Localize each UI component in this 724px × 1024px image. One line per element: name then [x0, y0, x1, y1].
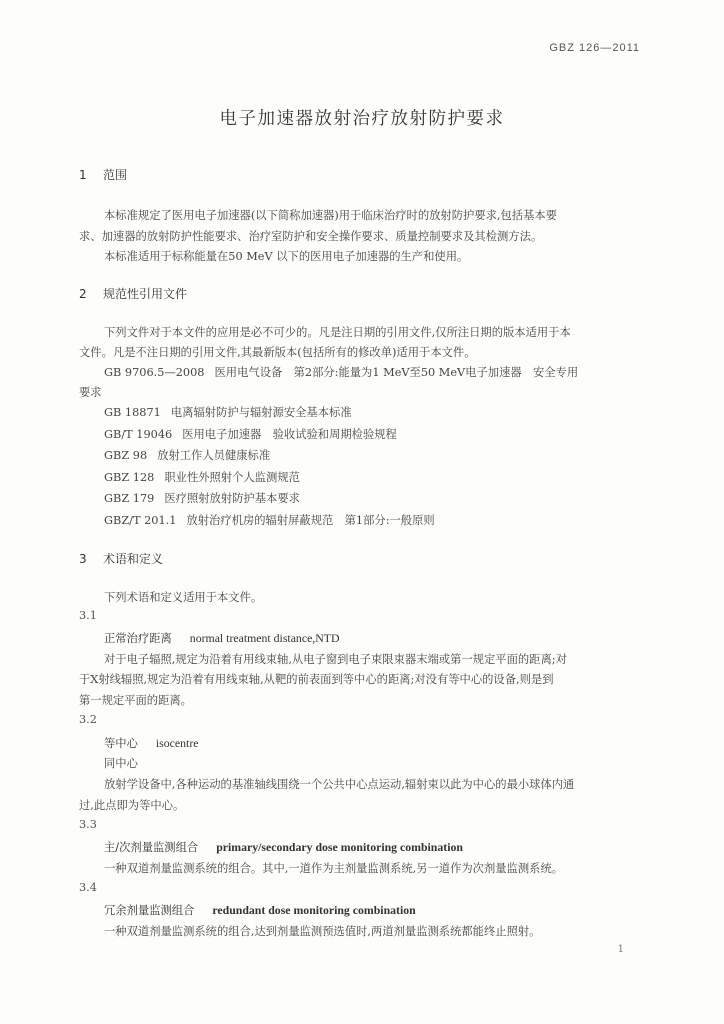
section-number: 3 [79, 552, 87, 566]
section-3-heading [79, 550, 163, 567]
reference-name: 医疗照射放射防护基本要求 [164, 492, 300, 505]
section-1-heading [79, 166, 127, 183]
reference-item [104, 426, 397, 442]
reference-name: 放射工作人员健康标准 [157, 449, 271, 462]
term-en: isocentre [155, 736, 199, 750]
term-heading [104, 735, 199, 751]
reference-code: GB 9706.5—2008 [104, 366, 205, 379]
reference-name: 电离辐射防护与辐射源安全基本标准 [170, 406, 352, 419]
paragraph-line: 下列文件对于本文件的应用是必不可少的。凡是注日期的引用文件,仅所注日期的版本适用于本 [104, 326, 571, 339]
reference-code: GBZ 179 [104, 492, 155, 505]
reference-name: 放射治疗机房的辐射屏蔽规范 第1部分:一般原则 [186, 514, 435, 527]
term-zh: 等中心 [104, 737, 138, 750]
reference-code: GB 18871 [104, 406, 161, 419]
section-title: 范围 [103, 168, 128, 182]
paragraph-line: 本标准规定了医用电子加速器(以下简称加速器)用于临床治疗时的放射防护要求,包括基本要 [104, 209, 557, 222]
term-heading [104, 902, 416, 918]
term-number: 3.4 [79, 881, 97, 894]
definition-line: 一种双道剂量监测系统的组合。其中,一道作为主剂量监测系统,另一道作为次剂量监测系统。 [104, 862, 564, 875]
term-alternative: 同中心 [104, 757, 138, 770]
reference-item [104, 447, 270, 463]
term-en: redundant dose monitoring combination [212, 903, 416, 917]
page-number: 1 [617, 944, 624, 955]
definition-line: 于X射线辐照,规定为沿着有用线束轴,从靶的前表面到等中心的距离;对没有等中心的设备,则是到 [79, 673, 554, 686]
reference-name: 职业性外照射个人监测规范 [164, 471, 300, 484]
reference-item [104, 469, 300, 485]
document-title: 电子加速器放射治疗放射防护要求 [219, 109, 505, 129]
term-number: 3.3 [79, 818, 97, 831]
reference-continuation: 要求 [79, 386, 102, 399]
definition-line: 过,此点即为等中心。 [79, 799, 185, 812]
reference-code: GBZ/T 201.1 [104, 514, 177, 527]
definition-line: 第一规定平面的距离。 [79, 694, 192, 707]
section-title: 规范性引用文件 [103, 287, 188, 301]
definition-line: 一种双道剂量监测系统的组合,达到剂量监测预选值时,两道剂量监测系统都能终止照射。 [104, 925, 541, 938]
reference-code: GBZ 128 [104, 471, 155, 484]
term-zh: 正常治疗距离 [104, 632, 172, 645]
definition-line: 放射学设备中,各种运动的基准轴线围绕一个公共中心点运动,辐射束以此为中心的最小球体内通 [104, 778, 575, 791]
term-number: 3.2 [79, 713, 97, 726]
section-2-heading [79, 285, 187, 302]
term-number: 3.1 [79, 609, 97, 622]
standard-code: GBZ 126—2011 [549, 42, 640, 54]
reference-code: GB/T 19046 [104, 428, 173, 441]
reference-item [104, 404, 352, 420]
reference-name: 医用电气设备 第2部分:能量为1 MeV至50 MeV电子加速器 安全专用 [214, 366, 579, 379]
paragraph-line: 求、加速器的放射防护性能要求、治疗室防护和安全操作要求、质量控制要求及其检测方法。 [79, 230, 543, 243]
paragraph-line: 下列术语和定义适用于本文件。 [104, 591, 263, 604]
section-number: 2 [79, 287, 87, 301]
definition-line: 对于电子辐照,规定为沿着有用线束轴,从电子窗到电子束限束器末端或第一规定平面的距离;对 [104, 653, 567, 666]
term-zh: 冗余剂量监测组合 [104, 904, 195, 917]
reference-item [104, 512, 435, 528]
term-zh: 主/次剂量监测组合 [104, 841, 199, 854]
paragraph-line: 文件。凡是不注日期的引用文件,其最新版本(包括所有的修改单)适用于本文件。 [79, 346, 476, 359]
term-en: primary/secondary dose monitoring combination [216, 840, 463, 854]
section-title: 术语和定义 [103, 552, 164, 566]
section-number: 1 [79, 168, 87, 182]
term-en: normal treatment distance,NTD [189, 631, 340, 645]
paragraph-line: 本标准适用于标称能量在50 MeV 以下的医用电子加速器的生产和使用。 [104, 250, 469, 263]
reference-code: GBZ 98 [104, 449, 148, 462]
reference-item [104, 490, 300, 506]
reference-name: 医用电子加速器 验收试验和周期检验规程 [182, 428, 397, 441]
term-heading [104, 630, 340, 646]
term-heading [104, 839, 463, 855]
reference-item [104, 364, 578, 380]
